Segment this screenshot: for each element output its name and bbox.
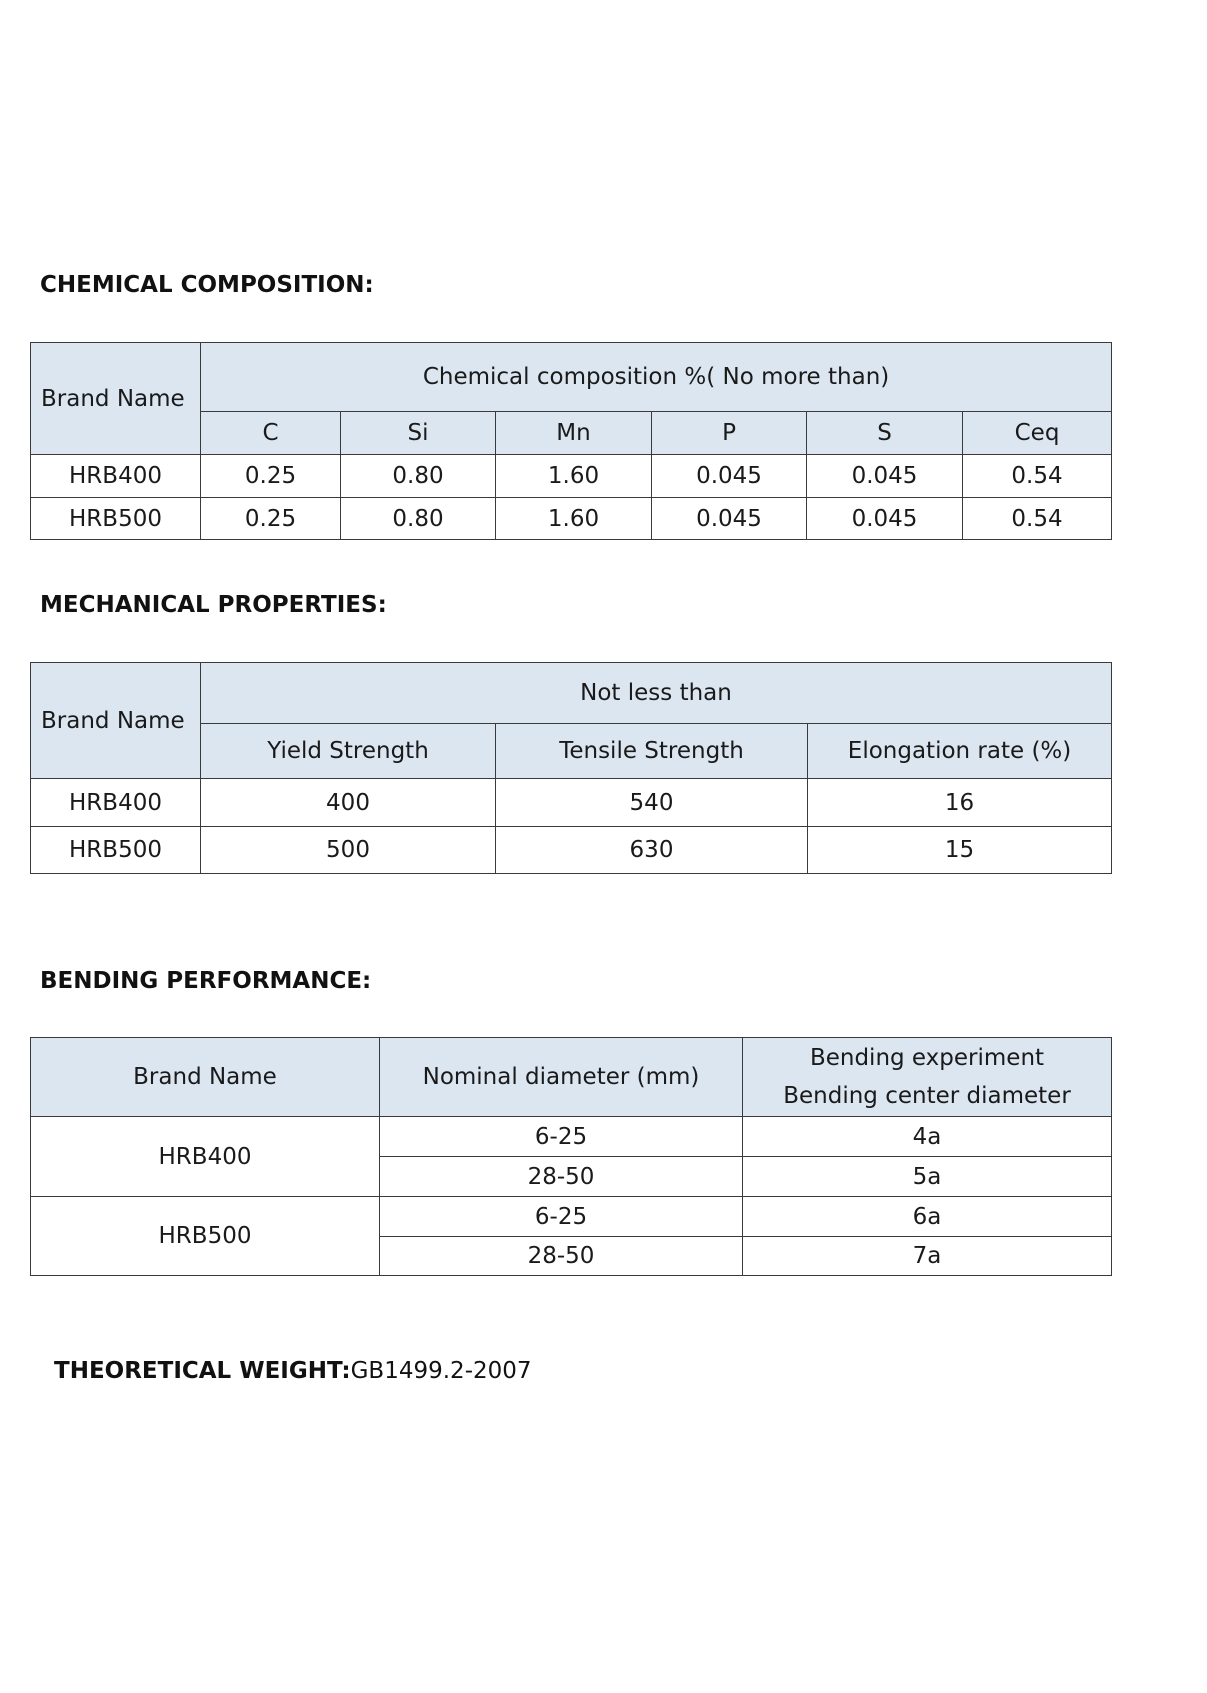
center-diameter-cell: 5a xyxy=(743,1157,1112,1197)
value-cell: 0.25 xyxy=(201,498,341,540)
brand-cell: HRB500 xyxy=(31,1197,380,1276)
value-cell: 0.80 xyxy=(341,455,496,498)
bending-performance-heading: BENDING PERFORMANCE: xyxy=(40,968,372,994)
table-row xyxy=(31,1117,1112,1157)
value-cell: 0.045 xyxy=(807,498,963,540)
value-cell: 0.54 xyxy=(963,498,1112,540)
table-row xyxy=(31,779,1112,827)
table-row xyxy=(31,1197,1112,1237)
value-cell: 0.045 xyxy=(652,455,807,498)
brand-cell: HRB500 xyxy=(31,827,201,874)
value-cell: 0.54 xyxy=(963,455,1112,498)
column-header-mn: Mn xyxy=(496,412,652,455)
brand-cell: HRB500 xyxy=(31,498,201,540)
value-cell: 400 xyxy=(201,779,496,827)
column-header-yield-strength: Yield Strength xyxy=(201,724,496,779)
table-row xyxy=(31,498,1112,540)
chemical-composition-heading: CHEMICAL COMPOSITION: xyxy=(40,272,374,298)
column-header-p: P xyxy=(652,412,807,455)
center-diameter-cell: 4a xyxy=(743,1117,1112,1157)
value-cell: 0.25 xyxy=(201,455,341,498)
diameter-cell: 6-25 xyxy=(380,1117,743,1157)
theoretical-weight-label: THEORETICAL WEIGHT: xyxy=(54,1358,351,1384)
chemical-group-header: Chemical composition %( No more than) xyxy=(201,343,1112,412)
column-header-s: S xyxy=(807,412,963,455)
value-cell: 540 xyxy=(496,779,808,827)
bending-brand-header: Brand Name xyxy=(31,1038,380,1117)
column-header-ceq: Ceq xyxy=(963,412,1112,455)
bending-performance-table xyxy=(30,1037,1112,1276)
diameter-cell: 6-25 xyxy=(380,1197,743,1237)
brand-cell: HRB400 xyxy=(31,455,201,498)
mechanical-brand-header: Brand Name xyxy=(31,663,201,779)
mechanical-group-header: Not less than xyxy=(201,663,1112,724)
column-header-c: C xyxy=(201,412,341,455)
value-cell: 0.045 xyxy=(652,498,807,540)
theoretical-weight-line xyxy=(54,1358,532,1384)
mechanical-properties-heading: MECHANICAL PROPERTIES: xyxy=(40,592,387,618)
value-cell: 630 xyxy=(496,827,808,874)
bending-experiment-line: Bending experiment xyxy=(809,1045,1045,1071)
value-cell: 1.60 xyxy=(496,498,652,540)
chemical-composition-table xyxy=(30,342,1112,540)
mechanical-properties-table xyxy=(30,662,1112,874)
table-row xyxy=(31,827,1112,874)
value-cell: 1.60 xyxy=(496,455,652,498)
center-diameter-cell: 7a xyxy=(743,1237,1112,1276)
table-row xyxy=(31,455,1112,498)
center-diameter-cell: 6a xyxy=(743,1197,1112,1237)
column-header-bending-experiment xyxy=(743,1038,1112,1117)
value-cell: 500 xyxy=(201,827,496,874)
value-cell: 15 xyxy=(808,827,1112,874)
bending-center-diameter-line: Bending center diameter xyxy=(783,1083,1071,1109)
theoretical-weight-standard: GB1499.2-2007 xyxy=(350,1358,532,1384)
brand-cell: HRB400 xyxy=(31,779,201,827)
value-cell: 0.80 xyxy=(341,498,496,540)
brand-cell: HRB400 xyxy=(31,1117,380,1197)
value-cell: 0.045 xyxy=(807,455,963,498)
column-header-tensile-strength: Tensile Strength xyxy=(496,724,808,779)
value-cell: 16 xyxy=(808,779,1112,827)
column-header-elongation-rate: Elongation rate (%) xyxy=(808,724,1112,779)
column-header-nominal-diameter: Nominal diameter (mm) xyxy=(380,1038,743,1117)
chemical-brand-header: Brand Name xyxy=(31,343,201,455)
column-header-si: Si xyxy=(341,412,496,455)
diameter-cell: 28-50 xyxy=(380,1237,743,1276)
diameter-cell: 28-50 xyxy=(380,1157,743,1197)
